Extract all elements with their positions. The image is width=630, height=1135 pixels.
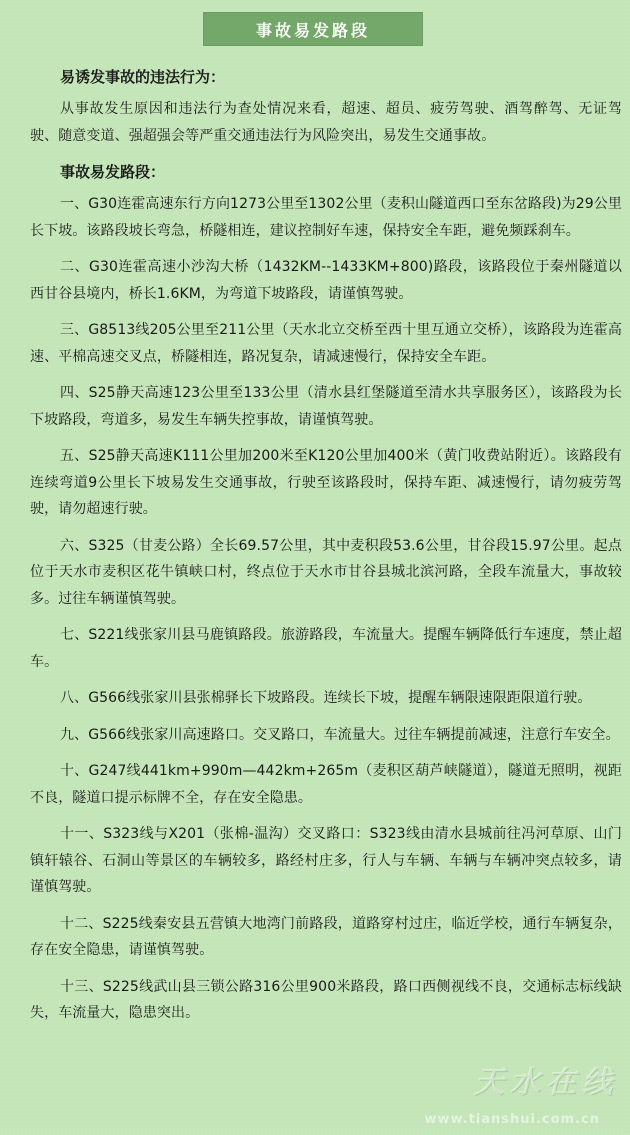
watermark-url: www.tianshui.com.cn: [424, 1112, 600, 1127]
road-section-item: 九、G566线张家川高速路口。交叉路口，车流量大。过往车辆提前减速，注意行车安全。: [60, 726, 620, 743]
road-section-item: 十、G247线441km+990m—442km+265m（麦积区葫芦峡隧道），隧道无照明，视距不良，隧道口提示标牌不全，存在安全隐患。: [30, 763, 622, 806]
road-section-item: 十一、S323线与X201（张棉-温沟）交叉路口：S323线由清水县城前往冯河草原、山门镇轩辕谷、石洞山等景区的车辆较多，路经村庄多，行人与车辆、车辆与车辆冲突点较多，请谨慎驾驶。: [30, 826, 622, 895]
road-section-item: 七、S221线张家川县马鹿镇路段。旅游路段，车流量大。提醒车辆降低行车速度，禁止超车。: [30, 627, 622, 670]
section-heading-violations: 易诱发事故的违法行为：: [60, 68, 226, 86]
watermark-logo: 天水在线: [474, 1065, 618, 1100]
road-section-item: 八、G566线张家川县张棉驿长下坡路段。连续长下坡，提醒车辆限速限距限道行驶。: [60, 690, 592, 706]
page-title: 事故易发路段: [255, 20, 370, 40]
road-section-item: 二、G30连霍高速小沙沟大桥（1432KM--1433KM+800)路段，该路段位于秦州隧道以西甘谷县境内，桥长1.6KM，为弯道下坡路段，请谨慎驾驶。: [30, 259, 622, 302]
section-heading-road-sections: 事故易发路段：: [60, 163, 166, 181]
road-section-item: 十二、S225线秦安县五营镇大地湾门前路段，道路穿村过庄，临近学校，通行车辆复杂，存在安全隐患，请谨慎驾驶。: [30, 915, 622, 958]
road-section-item: 五、S25静天高速K111公里加200米至K120公里加400米（黄门收费站附近）。该路段有连续弯道9公里长下坡易发生交通事故，行驶至该路段时，保持车距、减速慢行，请勿疲劳驾驶，请勿超速行驶。: [30, 448, 622, 517]
road-section-item: 四、S25静天高速123公里至133公里（清水县红堡隧道至清水共享服务区），该路段为长下坡路段，弯道多，易发生车辆失控事故，请谨慎驾驶。: [30, 385, 622, 428]
title-banner: [203, 12, 423, 46]
road-section-item: 一、G30连霍高速东行方向1273公里至1302公里（麦积山隧道西口至东岔路段)为29公里长下坡。该路段坡长弯急，桥隧相连，建议控制好车速，保持安全车距，避免频踩刹车。: [30, 196, 622, 239]
road-section-item: 三、G8513线205公里至211公里（天水北立交桥至西十里互通立交桥），该路段为连霍高速、平棉高速交叉点，桥隧相连，路况复杂，请减速慢行，保持安全车距。: [30, 322, 622, 365]
article-body: [30, 64, 622, 1037]
violations-paragraph: 从事故发生原因和违法行为查处情况来看，超速、超员、疲劳驾驶、酒驾醉驾、无证驾驶、随意变道、强超强会等严重交通违法行为风险突出，易发生交通事故。: [30, 101, 622, 144]
road-section-item: 十三、S225线武山县三锁公路316公里900米路段，路口西侧视线不良，交通标志标线缺失，车流量大，隐患突出。: [30, 978, 622, 1021]
road-section-item: 六、S325（甘麦公路）全长69.57公里，其中麦积段53.6公里，甘谷段15.97公里。起点位于天水市麦积区花牛镇峡口村，终点位于天水市甘谷县城北滨河路，全段车流量大，事故较多。过往车辆谨慎驾驶。: [30, 537, 622, 607]
